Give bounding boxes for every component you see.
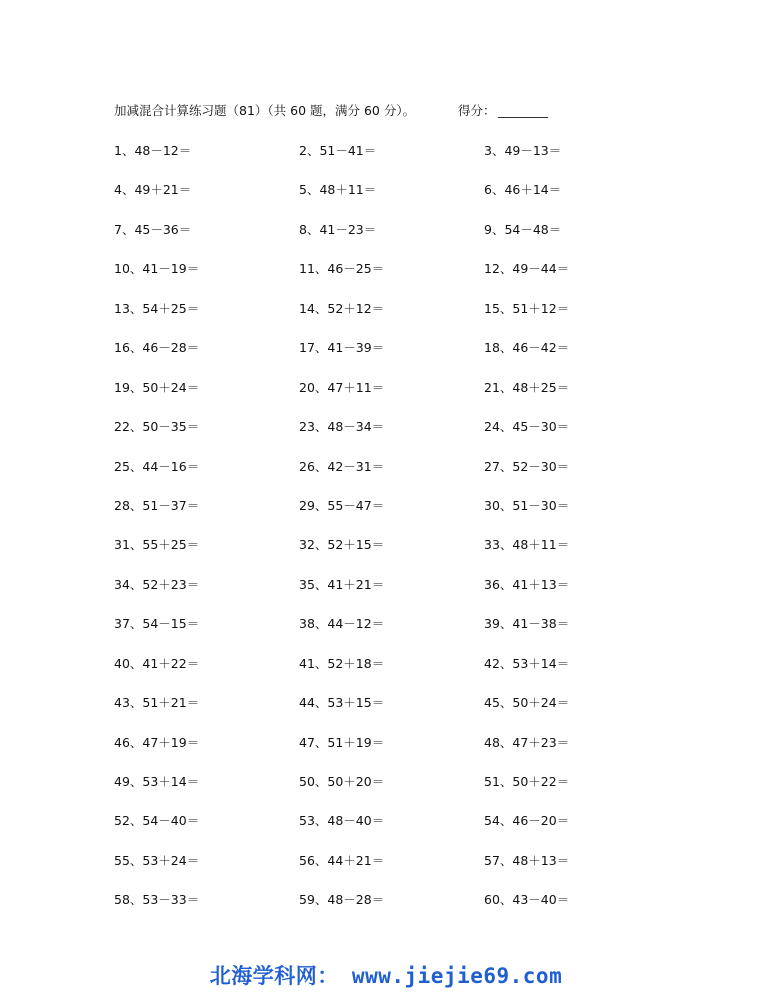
problem-item: 39、41－38＝: [484, 616, 570, 632]
problem-item: 38、44－12＝: [299, 616, 385, 632]
problem-item: 25、44－16＝: [114, 458, 200, 474]
problem-item: 34、52＋23＝: [114, 576, 200, 592]
problem-item: 24、45－30＝: [484, 419, 570, 435]
problem-item: 31、55＋25＝: [114, 537, 200, 553]
problem-item: 27、52－30＝: [484, 458, 570, 474]
problem-item: 1、48－12＝: [114, 143, 192, 158]
problem-item: 15、51＋12＝: [484, 300, 570, 316]
problem-item: 11、46－25＝: [299, 261, 385, 277]
problem-item: 18、46－42＝: [484, 340, 570, 356]
problem-item: 57、48＋13＝: [484, 852, 570, 868]
worksheet-header: [114, 100, 584, 122]
problem-item: 12、49－44＝: [484, 261, 570, 277]
problem-item: 46、47＋19＝: [114, 734, 200, 750]
problem-item: 8、41－23＝: [299, 221, 377, 237]
problem-item: 26、42－31＝: [299, 458, 385, 474]
problem-item: 13、54＋25＝: [114, 300, 200, 316]
problem-item: 49、53＋14＝: [114, 774, 200, 789]
problem-item: 6、46＋14＝: [484, 182, 562, 198]
problem-item: 9、54－48＝: [484, 221, 562, 237]
problem-item: 55、53＋24＝: [114, 852, 200, 868]
problem-item: 37、54－15＝: [114, 616, 200, 632]
problem-item: 58、53－33＝: [114, 892, 200, 908]
problem-item: 42、53＋14＝: [484, 655, 570, 671]
problem-item: 41、52＋18＝: [299, 655, 385, 671]
problem-item: 32、52＋15＝: [299, 537, 385, 553]
problem-grid: [114, 141, 634, 930]
problem-item: 51、50＋22＝: [484, 774, 570, 789]
problem-item: 33、48＋11＝: [484, 537, 570, 553]
problem-item: 59、48－28＝: [299, 892, 385, 908]
problem-item: 20、47＋11＝: [299, 379, 385, 395]
problem-item: 17、41－39＝: [299, 340, 385, 356]
problem-item: 10、41－19＝: [114, 261, 200, 277]
problem-item: 50、50＋20＝: [299, 774, 385, 789]
problem-item: 30、51－30＝: [484, 497, 570, 513]
problem-item: 2、51－41＝: [299, 143, 377, 158]
problem-item: 60、43－40＝: [484, 892, 570, 908]
problem-item: 35、41＋21＝: [299, 576, 385, 592]
problem-item: 36、41＋13＝: [484, 576, 570, 592]
problem-item: 40、41＋22＝: [114, 655, 200, 671]
problem-item: 16、46－28＝: [114, 340, 200, 356]
problem-item: 53、48－40＝: [299, 813, 385, 829]
problem-item: 28、51－37＝: [114, 497, 200, 513]
problem-item: 23、48－34＝: [299, 419, 385, 435]
problem-item: 19、50＋24＝: [114, 379, 200, 395]
problem-item: 44、53＋15＝: [299, 695, 385, 711]
worksheet-title: 加减混合计算练习题（81）（共 60 题，满分 60 分）。: [114, 103, 416, 118]
problem-item: 48、47＋23＝: [484, 734, 570, 750]
score-label: 得分：: [458, 103, 496, 118]
problem-item: 7、45－36＝: [114, 221, 192, 237]
footer-watermark: 北海学科网： www.jiejie69.com: [209, 964, 563, 988]
problem-item: 54、46－20＝: [484, 813, 570, 829]
problem-item: 47、51＋19＝: [299, 734, 385, 750]
problem-item: 43、51＋21＝: [114, 695, 200, 711]
score-blank: ________: [498, 103, 548, 118]
problem-item: 21、48＋25＝: [484, 379, 570, 395]
problem-item: 4、49＋21＝: [114, 182, 192, 198]
problem-item: 22、50－35＝: [114, 419, 200, 435]
problem-item: 56、44＋21＝: [299, 852, 385, 868]
problem-item: 52、54－40＝: [114, 813, 200, 829]
problem-item: 45、50＋24＝: [484, 695, 570, 711]
problem-item: 29、55－47＝: [299, 497, 385, 513]
problem-item: 5、48＋11＝: [299, 182, 377, 198]
problem-item: 3、49－13＝: [484, 143, 562, 158]
problem-item: 14、52＋12＝: [299, 300, 385, 316]
